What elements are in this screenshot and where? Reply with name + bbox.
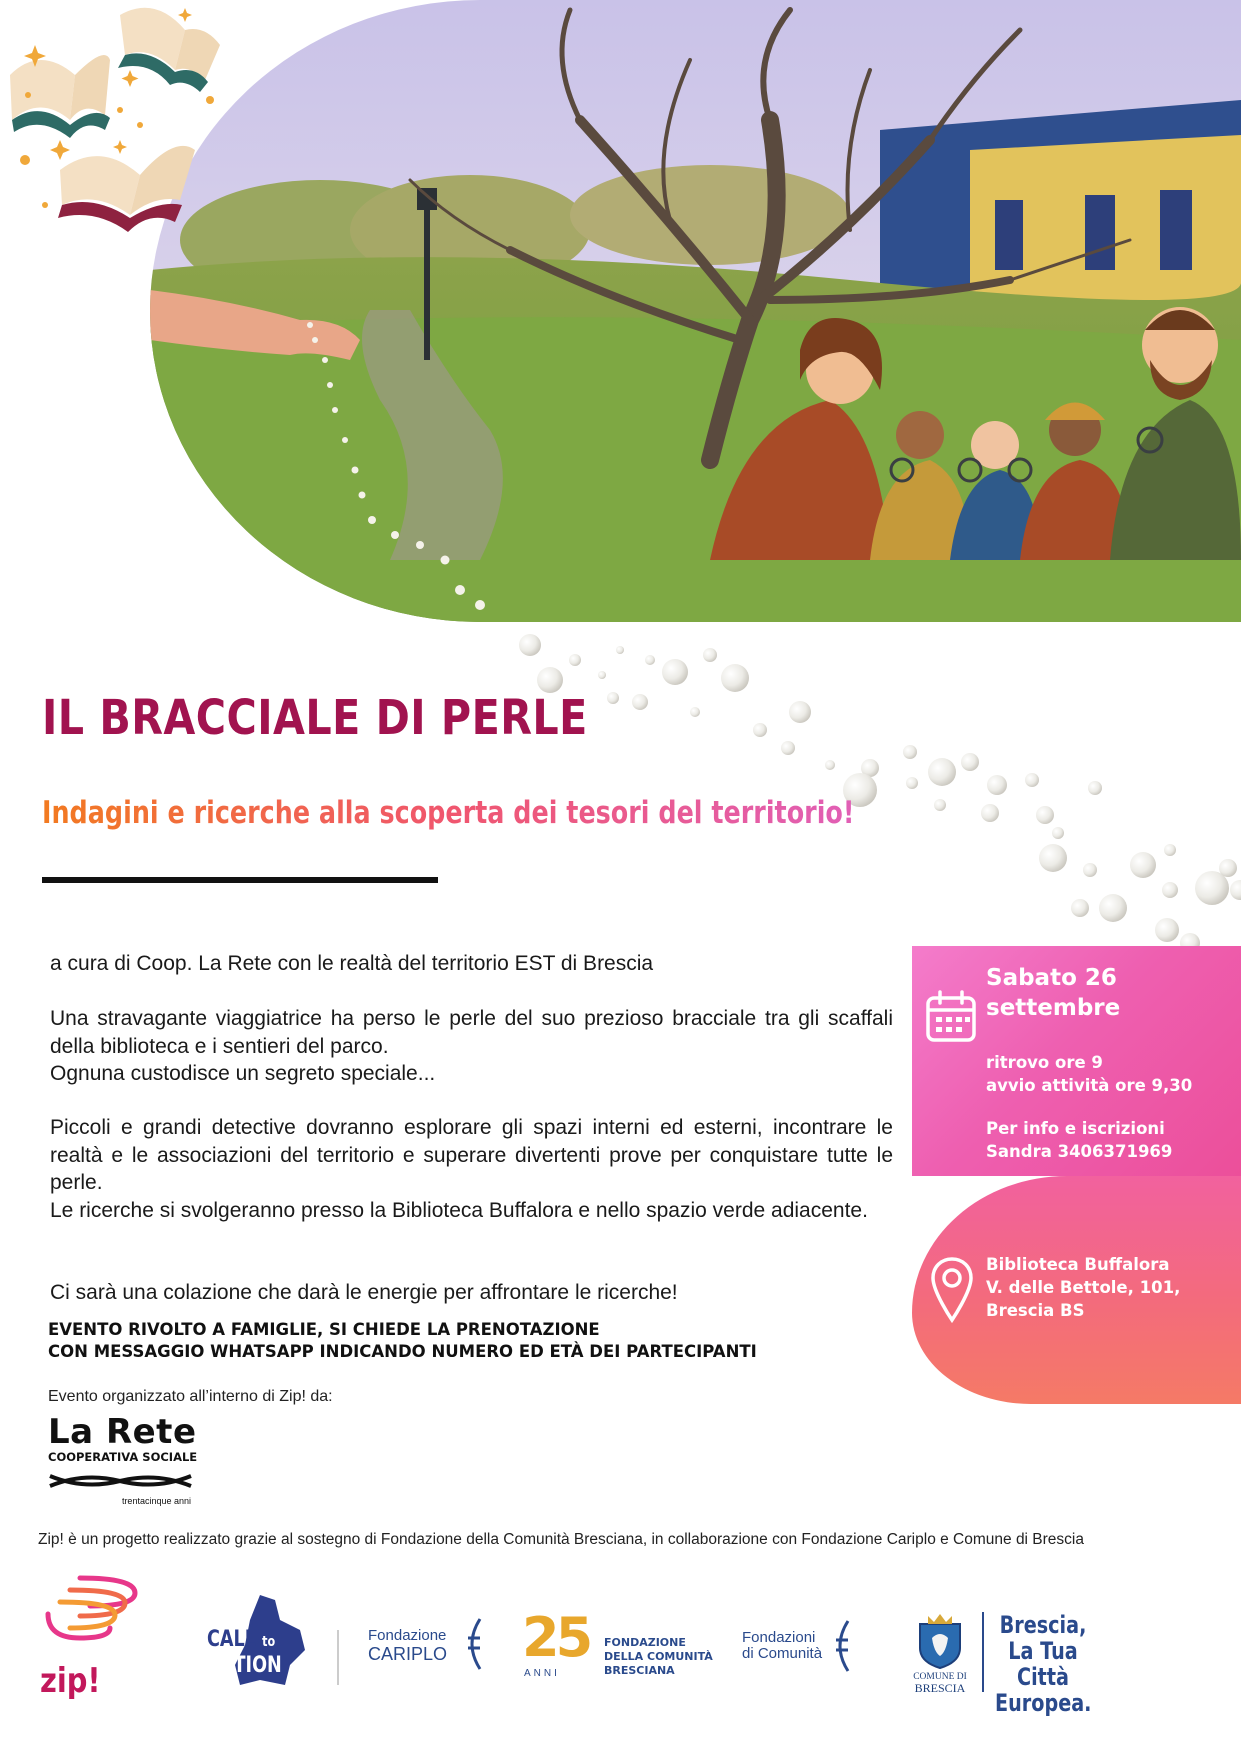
zip-wordmark: zip! — [40, 1661, 101, 1701]
contact-phone: Sandra 3406371969 — [986, 1142, 1173, 1161]
activity-line-2: Le ricerche si svolgeranno presso la Biblioteca Buffalora e nello spazio verde adiacente. — [50, 1198, 868, 1222]
hero-illustration — [150, 0, 1241, 622]
fcb-line-2: DELLA COMUNITÀ — [604, 1650, 713, 1663]
booking-notice — [48, 1319, 898, 1363]
booking-notice-line-2: CON MESSAGGIO WHATSAPP INDICANDO NUMERO ED ETÀ DEI PARTECIPANTI — [48, 1342, 757, 1361]
cta-to: to — [262, 1634, 276, 1650]
event-subtitle: Indagini e ricerche alla scoperta dei tesori del territorio! — [42, 795, 855, 831]
comune-line-1: COMUNE DI — [913, 1672, 967, 1682]
start-time: avvio attività ore 9,30 — [986, 1076, 1193, 1095]
fdc-line-1: Fondazioni — [742, 1629, 816, 1646]
event-date-line-1: Sabato 26 — [986, 965, 1117, 991]
meeting-time: ritrovo ore 9 — [986, 1053, 1103, 1072]
brescia-line-3: Europea. — [995, 1689, 1092, 1717]
logo-divider — [337, 1630, 339, 1685]
fdc-line-2: di Comunità — [742, 1645, 823, 1662]
activity-paragraph — [50, 1114, 893, 1224]
curator-line: a cura di Coop. La Rete con le realtà del territorio EST di Brescia — [50, 952, 654, 975]
pearls-decoration — [470, 600, 1241, 960]
event-date — [986, 963, 1120, 1023]
cta-action: ACTION — [207, 1653, 282, 1678]
fcb-line-3: BRESCIANA — [604, 1664, 675, 1677]
brescia-line-1: Brescia, — [999, 1611, 1087, 1639]
activity-line-1: Piccoli e grandi detective dovranno esplorare gli spazi interni ed esterni, incontrare le realtà e le associazioni del territorio e superare divertenti prove per conquistare tutte le perle. — [50, 1116, 893, 1194]
event-location — [986, 1253, 1180, 1322]
fdc-mark-icon — [830, 1618, 852, 1674]
location-line-2: V. delle Bettole, 101, — [986, 1278, 1181, 1297]
fondazione-comunita-bresciana-logo — [522, 1606, 722, 1687]
fcb-anniversary-number: 25 — [522, 1606, 590, 1669]
contact-info — [986, 1117, 1172, 1163]
comune-line-2: BRESCIA — [914, 1681, 966, 1695]
call-to-action-logo — [205, 1590, 315, 1690]
title-divider — [42, 877, 438, 883]
brescia-line-2: La Tua Città — [1008, 1637, 1078, 1691]
location-line-3: Brescia BS — [986, 1301, 1085, 1320]
cariplo-line-2: CARIPLO — [368, 1644, 448, 1664]
curator-text — [50, 950, 893, 978]
contact-label: Per info e iscrizioni — [986, 1119, 1165, 1138]
event-title: IL BRACCIALE DI PERLE — [42, 690, 588, 746]
la-rete-subtitle: COOPERATIVA SOCIALE — [48, 1450, 198, 1464]
event-date-line-2: settembre — [986, 995, 1121, 1021]
fcb-line-1: FONDAZIONE — [604, 1636, 686, 1649]
story-line-2: Ognuna custodisce un segreto speciale... — [50, 1062, 436, 1085]
booking-notice-line-1: EVENTO RIVOLTO A FAMIGLIE, SI CHIEDE LA PRENOTAZIONE — [48, 1320, 600, 1339]
la-rete-name: La Rete — [48, 1412, 197, 1452]
story-paragraph — [50, 1005, 893, 1088]
cariplo-mark-icon — [462, 1616, 484, 1672]
breakfast-line: Ci sarà una colazione che darà le energie per affrontare le ricerche! — [50, 1281, 678, 1304]
story-line-1: Una stravagante viaggiatrice ha perso le perle del suo prezioso bracciale tra gli scaffali della biblioteca e i sentieri del parco. — [50, 1007, 893, 1058]
fcb-anni: ANNI — [524, 1668, 560, 1679]
cta-call: CALL — [207, 1627, 256, 1652]
la-rete-tagline: trentacinque anni — [121, 1496, 191, 1506]
la-rete-wave-icon — [48, 1468, 193, 1494]
brescia-european-city-logo — [995, 1612, 1091, 1716]
comune-divider — [982, 1612, 984, 1692]
comune-di-brescia-logo — [905, 1610, 975, 1700]
organizer-intro: Evento organizzato all’interno di Zip! da: — [48, 1388, 333, 1405]
location-line-1: Biblioteca Buffalora — [986, 1255, 1170, 1274]
fondazione-cariplo-logo — [368, 1628, 488, 1664]
city-coat-of-arms-icon — [910, 1610, 970, 1670]
zip-logo — [40, 1568, 145, 1701]
flying-books-decoration — [0, 0, 230, 240]
project-credits: Zip! è un progetto realizzato grazie al sostegno di Fondazione della Comunità Bresciana, in collaborazione con Fondazione Cariplo e Comune di Brescia — [38, 1531, 1084, 1548]
la-rete-logo — [48, 1412, 197, 1506]
calendar-icon — [925, 990, 977, 1049]
event-times — [986, 1051, 1192, 1097]
cariplo-line-1: Fondazione — [368, 1627, 447, 1644]
location-pin-icon — [930, 1256, 974, 1329]
fondazioni-di-comunita-logo — [742, 1630, 852, 1662]
breakfast-paragraph — [50, 1279, 893, 1307]
